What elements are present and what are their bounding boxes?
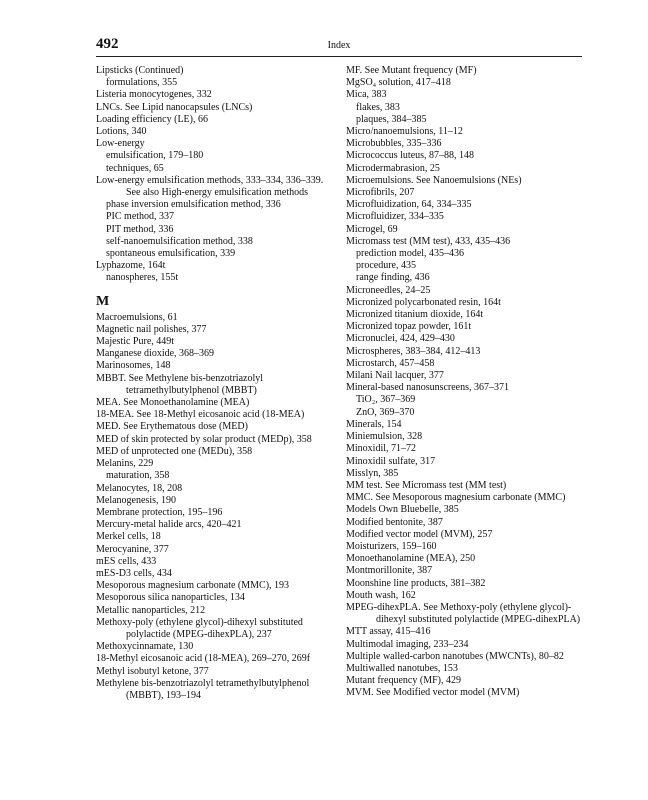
index-entry: 18-MEA. See 18-Methyl eicosanoic acid (18-MEA) bbox=[96, 409, 305, 421]
index-entry: Montmorillonite, 387 bbox=[346, 565, 433, 577]
index-entry: LNCs. See Lipid nanocapsules (LNCs) bbox=[96, 101, 253, 113]
index-subentry: PIT method, 336 bbox=[106, 223, 174, 235]
index-entry: Melanins, 229 bbox=[96, 458, 154, 470]
index-entry: MEA. See Monoethanolamine (MEA) bbox=[96, 397, 250, 409]
index-entry: 18-Methyl eicosanoic acid (18-MEA), 269–270, 269f bbox=[96, 653, 311, 665]
index-subentry: flakes, 383 bbox=[356, 101, 400, 113]
index-entry: mES cells, 433 bbox=[96, 555, 157, 567]
index-entry: Mica, 383 bbox=[346, 89, 387, 101]
index-entry: MF. See Mutant frequency (MF) bbox=[346, 65, 477, 76]
index-entry: Microfluidization, 64, 334–335 bbox=[346, 199, 472, 211]
index-entry: Magnetic nail polishes, 377 bbox=[96, 323, 207, 335]
index-entry: MBBT. See Methylene bis-benzotriazolyl tetramethylbutylphenol (MBBT) bbox=[96, 372, 263, 396]
index-entry: Listeria monocytogenes, 332 bbox=[96, 89, 212, 101]
index-entry: Low-energy bbox=[96, 138, 145, 150]
index-entry: Methylene bis-benzotriazolyl tetramethylbutylphenol (MBBT), 193–194 bbox=[96, 677, 310, 701]
index-entry: Monoethanolamine (MEA), 250 bbox=[346, 553, 476, 565]
index-entry: Lipsticks (Continued) bbox=[96, 65, 184, 76]
index-entry: Models Own Bluebelle, 385 bbox=[346, 504, 459, 516]
index-entry: Micro/nanoemulsions, 11–12 bbox=[346, 126, 463, 138]
index-entry: Metallic nanoparticles, 212 bbox=[96, 604, 206, 616]
index-entry: Mesoporous silica nanoparticles, 134 bbox=[96, 592, 245, 604]
index-entry: Multiwalled nanotubes, 153 bbox=[346, 662, 458, 674]
page-header bbox=[96, 38, 582, 57]
index-subentry: PIC method, 337 bbox=[106, 211, 175, 223]
index-entry: Micronuclei, 424, 429–430 bbox=[346, 333, 455, 345]
index-entry: MM test. See Micromass test (MM test) bbox=[346, 479, 507, 491]
index-entry: Microfluidizer, 334–335 bbox=[346, 211, 444, 223]
index-entry: Majestic Pure, 449t bbox=[96, 336, 175, 348]
index-entry: mES-D3 cells, 434 bbox=[96, 567, 172, 579]
index-entry: Methyl isobutyl ketone, 377 bbox=[96, 665, 209, 677]
index-entry: Microstarch, 457–458 bbox=[346, 357, 435, 369]
index-entry: MED of skin protected by solar product (MEDp), 358 bbox=[96, 433, 312, 445]
index-entry: Misslyn, 385 bbox=[346, 467, 399, 479]
index-subentry: phase inversion emulsification method, 336 bbox=[106, 199, 281, 211]
index-entry: Modified bentonite, 387 bbox=[346, 516, 443, 528]
index-entry: MVM. See Modified vector model (MVM) bbox=[346, 687, 520, 699]
index-entry: Micronized topaz powder, 161t bbox=[346, 321, 472, 333]
index-entry: Milani Nail lacquer, 377 bbox=[346, 370, 444, 382]
index-entry: Microdermabrasion, 25 bbox=[346, 162, 440, 174]
index-subentry: techniques, 65 bbox=[106, 162, 164, 174]
index-entry: Mercury-metal halide arcs, 420–421 bbox=[96, 519, 242, 531]
index-subentry: range finding, 436 bbox=[356, 272, 430, 284]
index-entry: Miniemulsion, 328 bbox=[346, 431, 423, 443]
index-entry: Minoxidil sulfate, 317 bbox=[346, 455, 436, 467]
index-entry: Merocyanine, 377 bbox=[96, 543, 169, 555]
index-entry: Membrane protection, 195–196 bbox=[96, 506, 223, 518]
index-entry: Microfibrils, 207 bbox=[346, 187, 415, 199]
running-head: Index bbox=[327, 40, 351, 51]
index-entry: MTT assay, 415–416 bbox=[346, 626, 431, 638]
index-entry: Modified vector model (MVM), 257 bbox=[346, 528, 493, 540]
index-subentry: procedure, 435 bbox=[356, 260, 416, 272]
index-entry: Mutant frequency (MF), 429 bbox=[346, 675, 461, 687]
index-entry: Low-energy emulsification methods, 333–334, 336–339. See also High-energy emulsification methods bbox=[96, 174, 324, 199]
index-entry: Loading efficiency (LE), 66 bbox=[96, 113, 208, 125]
index-column-left bbox=[96, 65, 331, 702]
index-entry: MED. See Erythematous dose (MED) bbox=[96, 421, 248, 433]
index-subentry: emulsification, 179–180 bbox=[106, 150, 204, 162]
index-entry: MgSO₄ solution, 417–418 bbox=[346, 77, 451, 89]
index-entry: Manganese dioxide, 368–369 bbox=[96, 348, 215, 360]
page-number: 492 bbox=[96, 36, 119, 52]
index-entry: Micronized polycarbonated resin, 164t bbox=[346, 296, 501, 308]
index-entry: Melanogenesis, 190 bbox=[96, 494, 176, 506]
index-entry: Marinosomes, 148 bbox=[96, 360, 171, 372]
index-entry: Micrococcus luteus, 87–88, 148 bbox=[346, 150, 475, 162]
index-entry: Multiple walled-carbon nanotubes (MWCNTs), 80–82 bbox=[346, 650, 564, 662]
index-subentry: plaques, 384–385 bbox=[356, 113, 427, 125]
index-entry: Mesoporous magnesium carbonate (MMC), 193 bbox=[96, 580, 290, 592]
index-entry: Microneedles, 24–25 bbox=[346, 284, 431, 296]
index-subentry: TiO₂, 367–369 bbox=[356, 394, 416, 406]
index-entry: Micromass test (MM test), 433, 435–436 bbox=[346, 235, 511, 247]
index-entry: Macroemulsions, 61 bbox=[96, 311, 178, 323]
index-entry: MPEG-dihexPLA. See Methoxy-poly (ethylene glycol)-dihexyl substituted polylactide (MPEG-dihexPLA) bbox=[346, 601, 581, 626]
index-entry: Mouth wash, 162 bbox=[346, 589, 416, 601]
index-entry: Microgel, 69 bbox=[346, 223, 398, 235]
index-entry: Melanocytes, 18, 208 bbox=[96, 482, 183, 494]
index-column-right bbox=[346, 65, 582, 700]
index-entry: Methoxy-poly (ethylene glycol)-dihexyl substituted polylactide (MPEG-dihexPLA), 237 bbox=[96, 616, 303, 640]
index-entry: Lotions, 340 bbox=[96, 126, 147, 138]
index-subentry: formulations, 355 bbox=[106, 77, 178, 89]
index-entry: Multimodal imaging, 233–234 bbox=[346, 638, 469, 650]
index-subentry: self-nanoemulsification method, 338 bbox=[106, 235, 253, 247]
index-entry: Minoxidil, 71–72 bbox=[346, 443, 417, 455]
index-subentry: maturation, 358 bbox=[106, 470, 170, 482]
index-entry: Moonshine line products, 381–382 bbox=[346, 577, 486, 589]
index-subentry: ZnO, 369–370 bbox=[356, 406, 415, 418]
index-subentry: spontaneous emulsification, 339 bbox=[106, 248, 236, 260]
index-entry: Microspheres, 383–384, 412–413 bbox=[346, 345, 481, 357]
index-entry: Microemulsions. See Nanoemulsions (NEs) bbox=[346, 174, 522, 186]
index-entry: MMC. See Mesoporous magnesium carbonate (MMC) bbox=[346, 492, 566, 504]
index-entry: MED of unprotected one (MEDu), 358 bbox=[96, 445, 253, 457]
index-entry: Micronized titanium dioxide, 164t bbox=[346, 309, 484, 321]
index-entry: Mineral-based nanosunscreens, 367–371 bbox=[346, 382, 510, 394]
section-letter: M bbox=[96, 293, 110, 309]
index-entry: Lyphazome, 164t bbox=[96, 260, 166, 272]
index-entry: Moisturizers, 159–160 bbox=[346, 540, 437, 552]
index-entry: Microbubbles, 335–336 bbox=[346, 138, 442, 150]
index-subentry: prediction model, 435–436 bbox=[356, 248, 465, 260]
index-entry: Merkel cells, 18 bbox=[96, 531, 161, 543]
index-subentry: nanospheres, 155t bbox=[106, 272, 179, 284]
index-entry: Methoxycinnamate, 130 bbox=[96, 641, 194, 653]
index-entry: Minerals, 154 bbox=[346, 418, 402, 430]
